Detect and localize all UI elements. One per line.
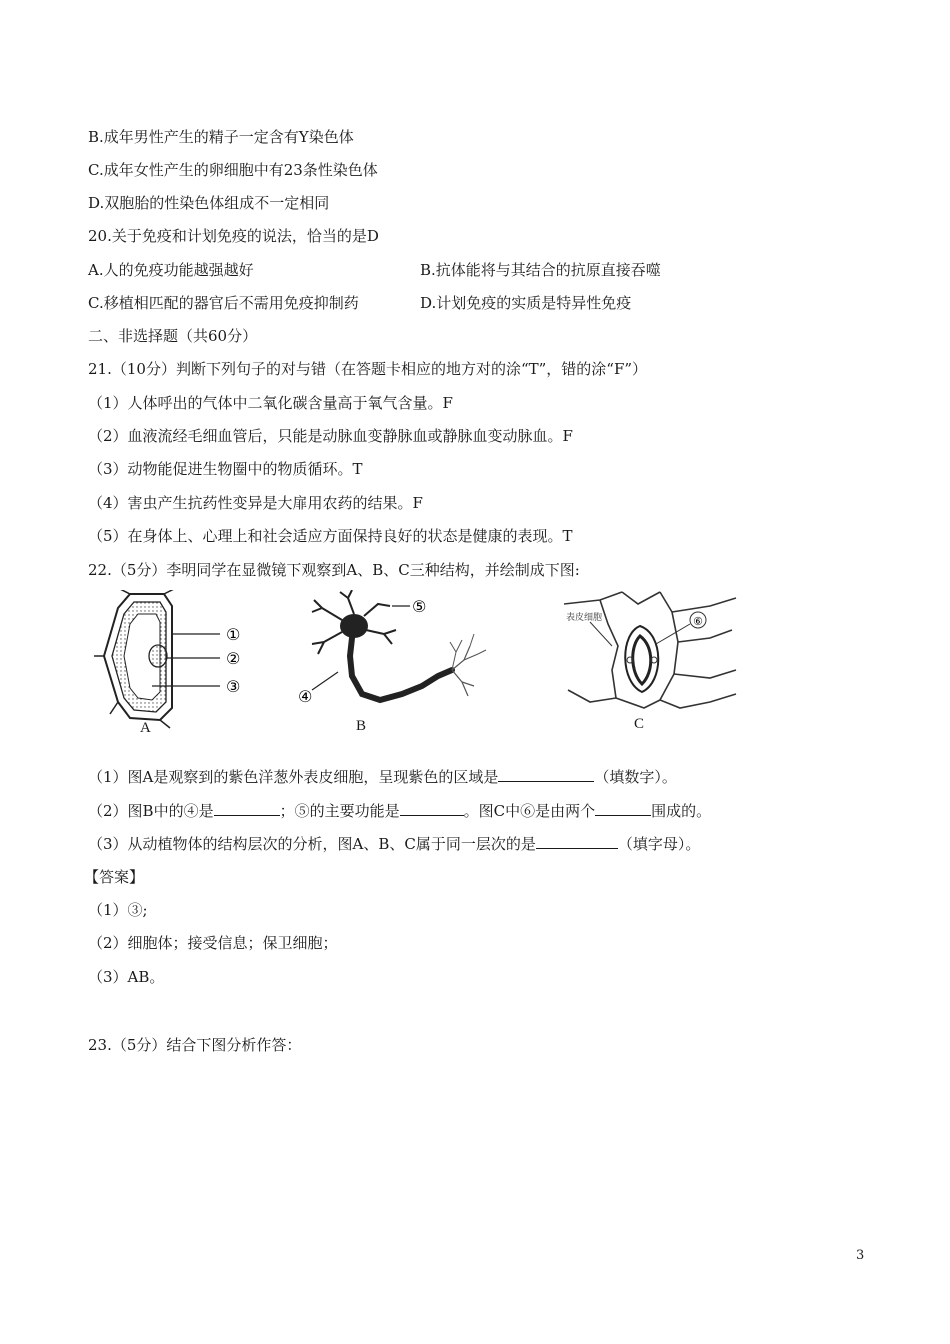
q20-option-a: A.人的免疫功能越强越好 <box>88 261 254 279</box>
q22-q2-part4: 围成的。 <box>651 802 712 820</box>
answer-blank[interactable] <box>498 767 594 782</box>
q21-item-2: （2）血液流经毛细血管后，只能是动脉血变静脉血或静脉血变动脉血。F <box>88 427 573 445</box>
figure-b-caption: B <box>356 718 367 734</box>
q21-item-5: （5）在身体上、心理上和社会适应方面保持良好的状态是健康的表现。T <box>88 527 573 545</box>
q20-stem: 20.关于免疫和计划免疫的说法，恰当的是D <box>88 227 379 245</box>
q22-q2-part2: ；⑤的主要功能是 <box>279 802 400 820</box>
figure-b-mark-5: ⑤ <box>412 597 427 616</box>
figure-c-caption: C <box>634 716 645 732</box>
figure-a-mark-3: ③ <box>226 677 241 696</box>
q21-item-1: （1）人体呼出的气体中二氧化碳含量高于氧气含量。F <box>88 394 453 412</box>
answer-line-1: （1）③; <box>88 901 148 919</box>
q19-option-d: D.双胞胎的性染色体组成不一定相同 <box>88 194 330 212</box>
figure-a-plant-cell <box>92 590 262 740</box>
q19-option-c: C.成年女性产生的卵细胞中有23条性染色体 <box>88 161 378 179</box>
q21-item-4: （4）害虫产生抗药性变异是大扉用农药的结果。F <box>88 494 423 512</box>
q23-stem: 23.（5分）结合下图分析作答： <box>88 1036 302 1054</box>
figure-a-mark-2: ② <box>226 649 241 668</box>
q20-option-c: C.移植相匹配的器官后不需用免疫抑制药 <box>88 294 359 312</box>
q22-q1-text: （1）图A是观察到的紫色洋葱外表皮细胞，呈现紫色的区域是 <box>88 768 499 786</box>
q22-subquestion-3 <box>88 834 700 854</box>
q21-item-3: （3）动物能促进生物圈中的物质循环。T <box>88 460 363 478</box>
answer-blank[interactable] <box>595 801 651 816</box>
figure-b-neuron <box>292 590 492 720</box>
figure-b-mark-4: ④ <box>298 687 313 706</box>
q22-q3-text: （3）从动植物体的结构层次的分析，图A、B、C属于同一层次的是 <box>88 835 536 853</box>
page-number: 3 <box>856 1248 865 1263</box>
answer-blank[interactable] <box>400 801 464 816</box>
q22-q3-suffix: （填字母）。 <box>617 835 701 853</box>
figure-a-mark-1: ① <box>226 625 241 644</box>
answer-title: 【答案】 <box>84 868 145 886</box>
answer-blank[interactable] <box>214 801 280 816</box>
figure-c-stomata <box>560 590 740 720</box>
figure-a-caption: A <box>140 720 151 736</box>
q22-q2-part1: （2）图B中的④是 <box>88 802 214 820</box>
answer-line-3: （3）AB。 <box>88 968 165 986</box>
figure-c-epidermis-label: 表皮细胞 <box>566 613 603 623</box>
q20-option-b: B.抗体能将与其结合的抗原直接吞噬 <box>420 261 661 279</box>
figure-c-mark-6: ⑥ <box>693 615 703 628</box>
q20-option-d: D.计划免疫的实质是特异性免疫 <box>420 294 632 312</box>
q22-q1-suffix: （填数字）。 <box>594 768 677 786</box>
q21-stem: 21.（10分）判断下列句子的对与错（在答题卡相应的地方对的涂“T”，错的涂“F”） <box>88 360 648 378</box>
answer-line-2: （2）细胞体；接受信息；保卫细胞； <box>88 934 338 952</box>
q22-subquestion-2 <box>88 801 711 821</box>
q22-q2-part3: 。图C中⑥是由两个 <box>463 802 596 820</box>
q22-stem: 22.（5分）李明同学在显微镜下观察到A、B、C三种结构，并绘制成下图: <box>88 561 580 579</box>
q19-option-b: B.成年男性产生的精子一定含有Y染色体 <box>88 128 354 146</box>
answer-blank[interactable] <box>536 834 618 849</box>
q22-subquestion-1 <box>88 767 677 787</box>
section-title: 二、非选择题（共60分） <box>88 327 258 345</box>
